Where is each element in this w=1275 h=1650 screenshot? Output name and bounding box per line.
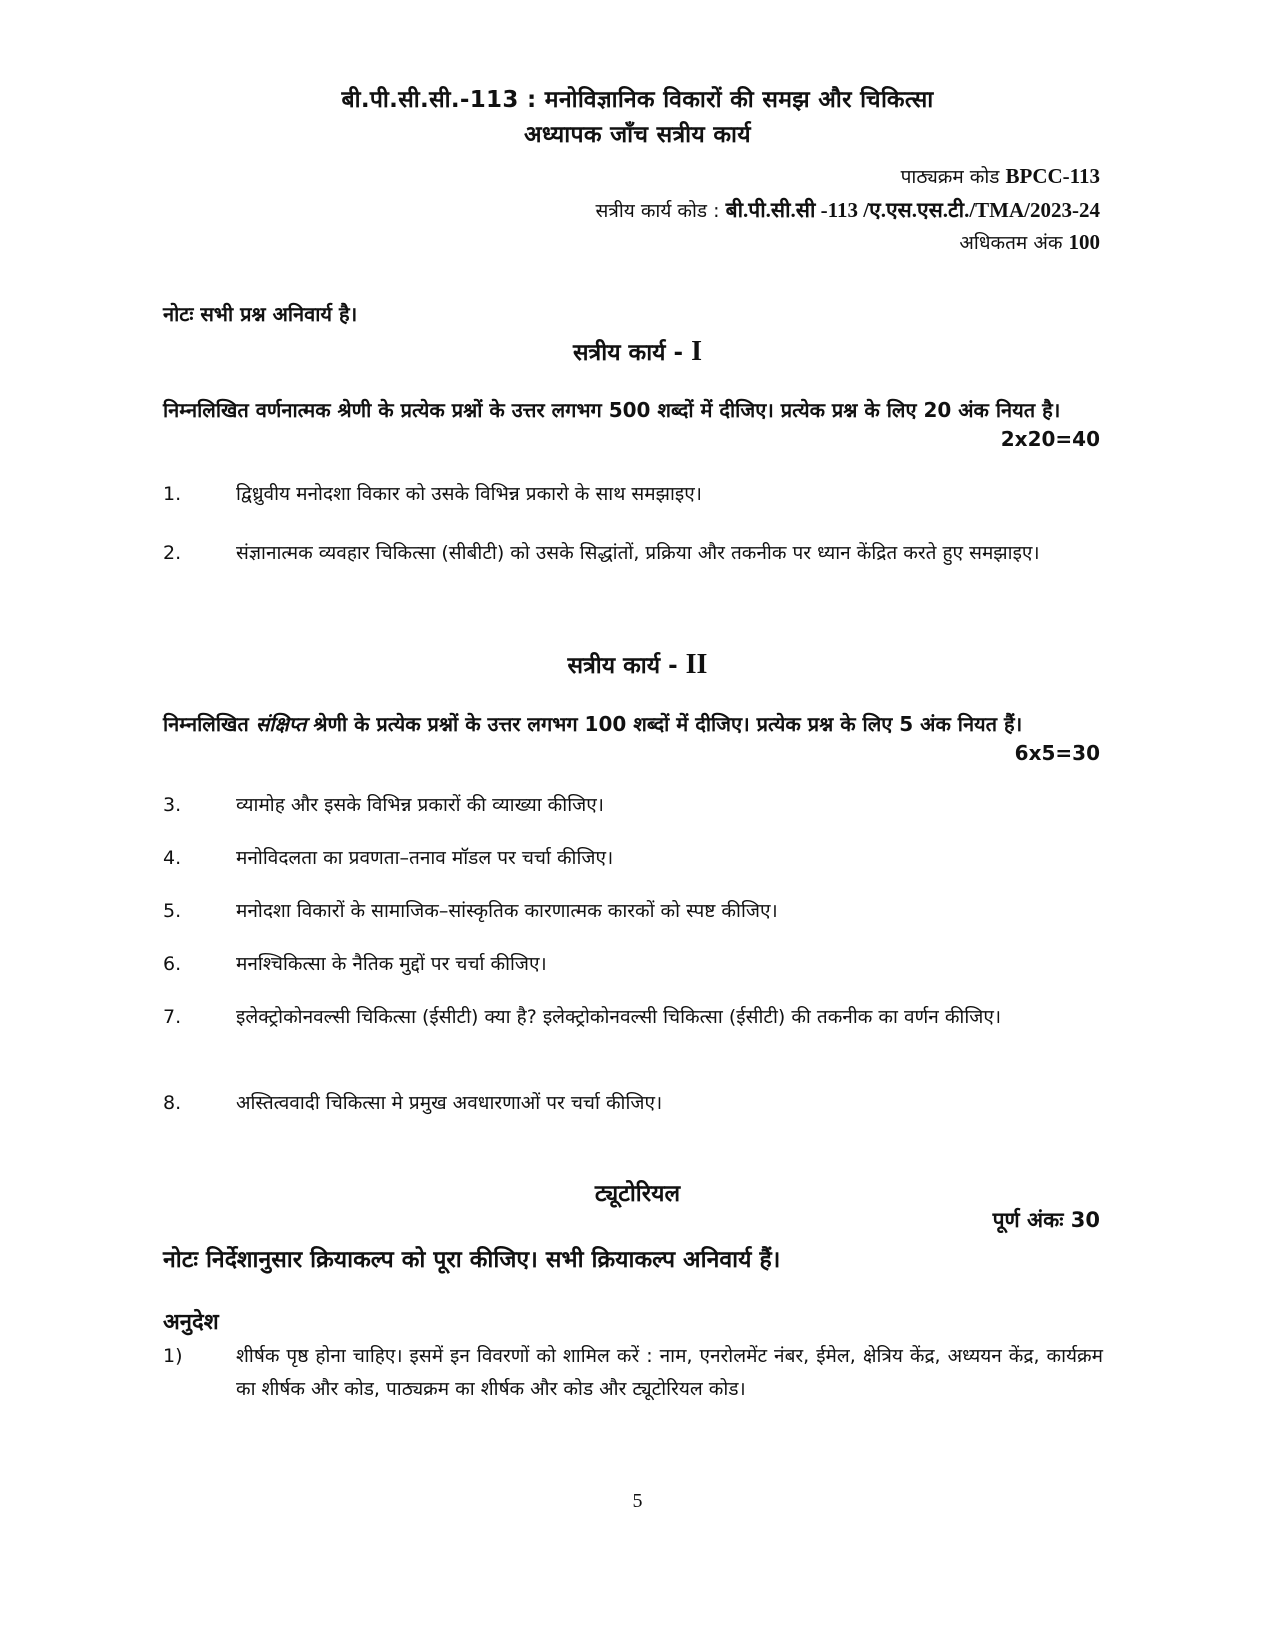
assignment-code-label: सत्रीय कार्य कोड : bbox=[595, 200, 720, 222]
section-2-title: सत्रीय कार्य - bbox=[567, 653, 678, 679]
max-marks bbox=[959, 229, 1100, 255]
section-2-heading bbox=[0, 648, 1275, 681]
question-number: 7. bbox=[163, 1006, 182, 1028]
max-marks-value: 100 bbox=[1068, 230, 1100, 254]
instruction-post: श्रेणी के प्रत्येक प्रश्नों के उत्तर लगभग 100 शब्दों में दीजिए। प्रत्येक प्रश्न के लिए 5 अंक नियत हैं। bbox=[306, 712, 1023, 736]
section-1-roman: I bbox=[691, 336, 702, 367]
section-1-heading bbox=[0, 335, 1275, 368]
question-text: मनोदशा विकारों के सामाजिक–सांस्कृतिक कारणात्मक कारकों को स्पष्ट कीजिए। bbox=[236, 900, 778, 922]
question-number: 4. bbox=[163, 847, 182, 869]
question-number: 8. bbox=[163, 1092, 182, 1114]
question-text: द्विध्रुवीय मनोदशा विकार को उसके विभिन्न प्रकारो के साथ समझाइए। bbox=[236, 483, 702, 505]
question-number: 5. bbox=[163, 900, 182, 922]
page-number: 5 bbox=[632, 1490, 643, 1512]
section-1-title: सत्रीय कार्य - bbox=[573, 340, 684, 366]
document-title: बी.पी.सी.सी.-113 : मनोविज्ञानिक विकारों की समझ और चिकित्सा bbox=[341, 87, 934, 113]
instructions-heading: अनुदेश bbox=[163, 1310, 219, 1335]
question-number: 1. bbox=[163, 483, 182, 505]
assignment-code bbox=[596, 196, 1100, 224]
assignment-code-value: बी.पी.सी.सी -113 /ए.एस.एस.टी./TMA/2023-24 bbox=[725, 198, 1100, 222]
max-marks-label: अधिकतम अंक bbox=[959, 232, 1063, 254]
tutorial-total-marks: पूर्ण अंकः 30 bbox=[992, 1208, 1100, 1232]
course-code-value: BPCC-113 bbox=[1005, 164, 1100, 188]
section-1-marks: 2x20=40 bbox=[1000, 427, 1100, 451]
question-text: संज्ञानात्मक व्यवहार चिकित्सा (सीबीटी) को उसके सिद्धांतों, प्रक्रिया और तकनीक पर ध्यान केंद्रित करते हुए समझाइए। bbox=[236, 542, 1040, 564]
instruction-italic: संक्षिप्त bbox=[255, 712, 307, 736]
section-2-instruction bbox=[163, 708, 1103, 741]
section-2-roman: II bbox=[685, 649, 708, 680]
question-number: 3. bbox=[163, 794, 182, 816]
course-code bbox=[901, 163, 1100, 189]
section-2-marks: 6x5=30 bbox=[1014, 741, 1100, 765]
question-number: 6. bbox=[163, 953, 182, 975]
question-number: 2. bbox=[163, 542, 182, 564]
question-text: मनोविदलता का प्रवणता–तनाव मॉडल पर चर्चा कीजिए। bbox=[236, 847, 614, 869]
course-code-label: पाठ्यक्रम कोड bbox=[900, 166, 1000, 188]
general-note: नोटः सभी प्रश्न अनिवार्य है। bbox=[163, 302, 358, 326]
tutorial-note: नोटः निर्देशानुसार क्रियाकल्प को पूरा कीजिए। सभी क्रियाकल्प अनिवार्य हैं। bbox=[163, 1247, 781, 1273]
question-text: इलेक्ट्रोकोनवल्सी चिकित्सा (ईसीटी) क्या है? इलेक्ट्रोकोनवल्सी चिकित्सा (ईसीटी) की तकनीक का वर्णन कीजिए। bbox=[236, 1006, 1002, 1028]
question-text: अस्तित्ववादी चिकित्सा मे प्रमुख अवधारणाओं पर चर्चा कीजिए। bbox=[236, 1092, 663, 1114]
instruction-number: 1) bbox=[163, 1345, 183, 1367]
question-text: व्यामोह और इसके विभिन्न प्रकारों की व्याख्या कीजिए। bbox=[236, 794, 604, 816]
instruction-pre: निम्नलिखित bbox=[163, 712, 256, 736]
instruction-text: शीर्षक पृष्ठ होना चाहिए। इसमें इन विवरणों को शामिल करें : नाम, एनरोलमेंट नंबर, ईमेल, क्षेत्रिय केंद्र, अध्ययन केंद्र, कार्यक्रम का शीर्षक और कोड, पाठ्यक्रम का शीर्षक और कोड और ट्यूटोरियल कोड। bbox=[236, 1345, 1103, 1400]
question-text: मनश्चिकित्सा के नैतिक मुद्दों पर चर्चा कीजिए। bbox=[236, 953, 547, 975]
document-subtitle: अध्यापक जाँच सत्रीय कार्य bbox=[524, 122, 751, 148]
tutorial-heading: ट्यूटोरियल bbox=[594, 1181, 681, 1207]
section-1-instruction: निम्नलिखित वर्णनात्मक श्रेणी के प्रत्येक प्रश्नों के उत्तर लगभग 500 शब्दों में दीजिए। प्रत्येक प्रश्न के लिए 20 अंक नियत है। bbox=[163, 398, 1061, 422]
